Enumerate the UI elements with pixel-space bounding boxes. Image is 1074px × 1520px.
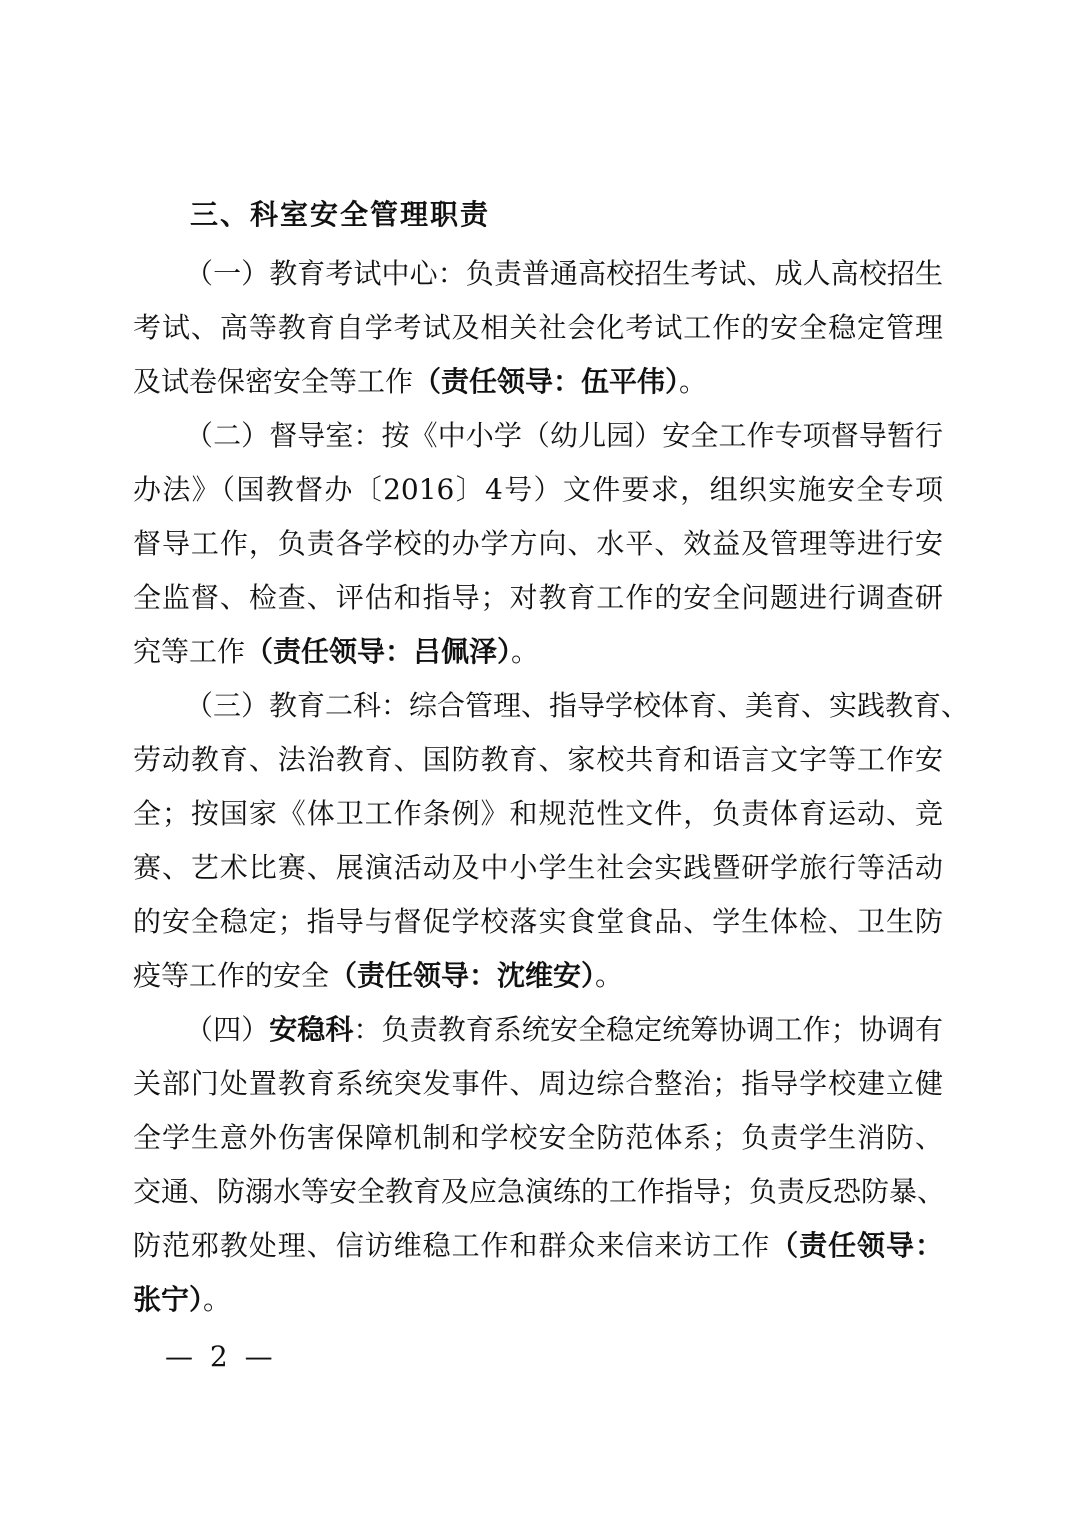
text-line	[133, 1165, 946, 1219]
text-segment: 全；按国家《体卫工作条例》和规范性文件，负责体育运动、竞	[133, 797, 943, 830]
paragraph	[133, 247, 943, 409]
text-segment: （四）	[185, 1013, 270, 1046]
text-line	[133, 355, 943, 409]
text-segment: 考试、高等教育自学考试及相关社会化考试工作的安全稳定管理	[133, 311, 943, 344]
text-segment: 赛、艺术比赛、展演活动及中小学生社会实践暨研学旅行等活动	[133, 851, 943, 884]
text-segment: （三）教育二科：综合管理、指导学校体育、美育、实践教育、	[185, 689, 970, 722]
text-segment: 全学生意外伤害保障机制和学校安全防范体系；负责学生消防、	[133, 1121, 943, 1154]
bold-text: （责任领导：伍平伟）	[413, 365, 680, 398]
text-line	[133, 733, 943, 787]
text-segment: 全监督、检查、评估和指导；对教育工作的安全问题进行调查研	[133, 581, 943, 614]
text-segment: 办法》（国教督办〔2016〕4号）文件要求，组织实施安全专项	[133, 473, 943, 506]
text-segment: 的安全稳定；指导与督促学校落实食堂食品、学生体检、卫生防	[133, 905, 943, 938]
text-line	[133, 625, 943, 679]
text-line	[133, 571, 943, 625]
text-segment: 。	[679, 365, 708, 398]
text-segment: 关部门处置教育系统突发事件、周边综合整治；指导学校建立健	[133, 1067, 943, 1100]
text-line	[133, 517, 943, 571]
text-line	[133, 1003, 943, 1057]
text-segment: 及试卷保密安全等工作	[133, 365, 414, 398]
bold-text: （责任领导：沈维安）	[329, 959, 596, 992]
document-body	[133, 247, 970, 1327]
bold-text: 安稳科	[269, 1013, 354, 1046]
text-segment: （一）教育考试中心：负责普通高校招生考试、成人高校招生	[185, 257, 943, 290]
text-segment: ：负责教育系统安全稳定统筹协调工作；协调有	[353, 1013, 943, 1046]
text-line	[133, 1111, 943, 1165]
paragraph	[133, 679, 970, 1003]
text-segment: （二）督导室：按《中小学（幼儿园）安全工作专项督导暂行	[185, 419, 943, 452]
text-segment: 交通、防溺水等安全教育及应急演练的工作指导；负责反恐防暴、	[133, 1175, 946, 1208]
text-line	[133, 841, 943, 895]
text-line	[133, 1219, 943, 1273]
text-segment: 。	[511, 635, 540, 668]
text-line	[133, 679, 970, 733]
text-line	[133, 463, 943, 517]
text-segment: 究等工作	[133, 635, 246, 668]
text-segment: 。	[595, 959, 624, 992]
bold-text: （责任领导：	[770, 1229, 943, 1262]
paragraph	[133, 1003, 946, 1327]
text-segment: 。	[203, 1283, 232, 1316]
page-number: — 2 —	[165, 1340, 277, 1373]
text-line	[133, 1057, 943, 1111]
text-segment: 劳动教育、法治教育、国防教育、家校共育和语言文字等工作安	[133, 743, 943, 776]
text-line	[133, 787, 943, 841]
text-line	[133, 301, 943, 355]
text-line	[133, 949, 943, 1003]
text-line	[133, 895, 943, 949]
text-segment: 疫等工作的安全	[133, 959, 330, 992]
bold-text: 张宁）	[133, 1283, 204, 1316]
text-segment: 督导工作，负责各学校的办学方向、水平、效益及管理等进行安	[133, 527, 943, 560]
text-segment: 防范邪教处理、信访维稳工作和群众来信来访工作	[133, 1229, 771, 1262]
section-heading: 三、科室安全管理职责	[190, 198, 491, 231]
text-line	[133, 409, 943, 463]
bold-text: （责任领导：吕佩泽）	[245, 635, 512, 668]
paragraph	[133, 409, 943, 679]
text-line	[133, 247, 943, 301]
text-line	[133, 1273, 943, 1327]
